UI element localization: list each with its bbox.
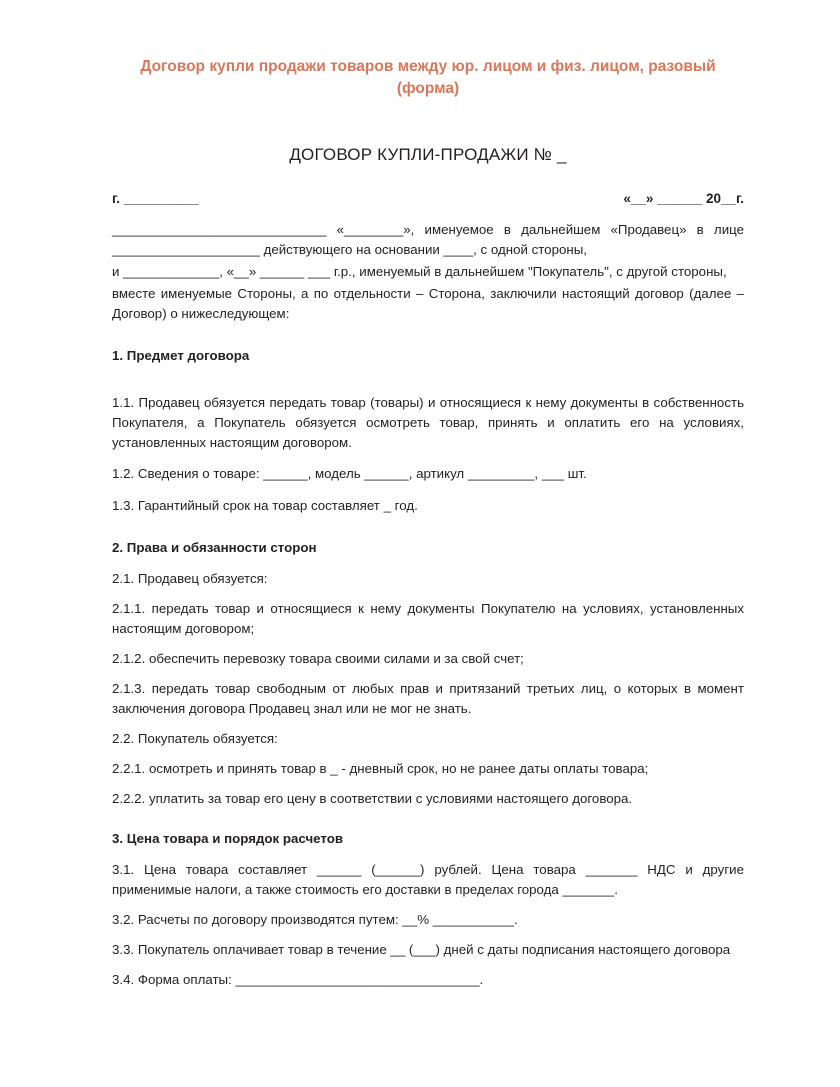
section-heading: 3. Цена товара и порядок расчетов xyxy=(112,830,344,846)
clause: 2.2. Покупатель обязуется: xyxy=(112,730,278,746)
city-field: г. __________ xyxy=(112,190,199,206)
intro-paragraph: и _____________, «__» ______ ___ г.р., именуемый в дальнейшем "Покупатель", с другой стороны, xyxy=(112,263,727,279)
document-header-title: Договор купли продажи товаров между юр. лицом и физ. лицом, разовый (форма) xyxy=(140,58,716,98)
section-heading: 1. Предмет договора xyxy=(112,347,250,363)
clause: 2.2.2. уплатить за товар его цену в соответствии с условиями настоящего договора. xyxy=(112,790,633,806)
clause: 1.1. Продавец обязуется передать товар (товары) и относящиеся к нему документы в собственность Покупателя, а Покупатель обязуется осмотреть товар, принять и оплатить его на условиях, установленных настоящим договором. xyxy=(112,394,744,450)
section-rights-obligations xyxy=(112,540,744,808)
clause: 3.2. Расчеты по договору производятся путем: __% ___________. xyxy=(112,911,518,927)
clause: 3.4. Форма оплаты: _________________________________. xyxy=(112,971,484,987)
clause: 1.2. Сведения о товаре: ______, модель ______, артикул _________, ___ шт. xyxy=(112,466,587,482)
clause: 2.1.3. передать товар свободным от любых прав и притязаний третьих лиц, о которых в момент заключения договора Продавец знал или не мог не знать. xyxy=(112,681,744,716)
clause: 1.3. Гарантийный срок на товар составляет _ год. xyxy=(112,498,418,514)
section-subject xyxy=(112,348,744,517)
section-price-payments xyxy=(112,831,744,990)
intro-paragraph: вместе именуемые Стороны, а по отдельности – Сторона, заключили настоящий договор (далее – Договор) о нижеследующем: xyxy=(112,285,744,321)
clause: 3.1. Цена товара составляет ______ (______) рублей. Цена товара _______ НДС и другие применимые налоги, а также стоимость его доставки в пределах города _______. xyxy=(112,861,744,897)
intro-block xyxy=(112,220,744,324)
date-field: «__» ______ 20__г. xyxy=(623,190,744,206)
section-heading: 2. Права и обязанности сторон xyxy=(112,540,317,556)
clause: 3.3. Покупатель оплачивает товар в течение __ (___) дней с даты подписания настоящего договора xyxy=(112,941,731,957)
intro-paragraph: _____________________________ «________», именуемое в дальнейшем «Продавец» в лице ____________________ действующего на основании ____, с одной стороны, xyxy=(112,221,744,257)
clause: 2.1. Продавец обязуется: xyxy=(112,571,268,587)
clause: 2.1.1. передать товар и относящиеся к нему документы Покупателю на условиях, установленных настоящим договором; xyxy=(112,601,744,637)
clause: 2.1.2. обеспечить перевозку товара своими силами и за свой счет; xyxy=(112,651,524,667)
clause: 2.2.1. осмотреть и принять товар в _ - дневный срок, но не ранее даты оплаты товара; xyxy=(112,760,649,776)
contract-title: ДОГОВОР КУПЛИ-ПРОДАЖИ № _ xyxy=(289,144,567,164)
city-date-row xyxy=(112,191,744,206)
